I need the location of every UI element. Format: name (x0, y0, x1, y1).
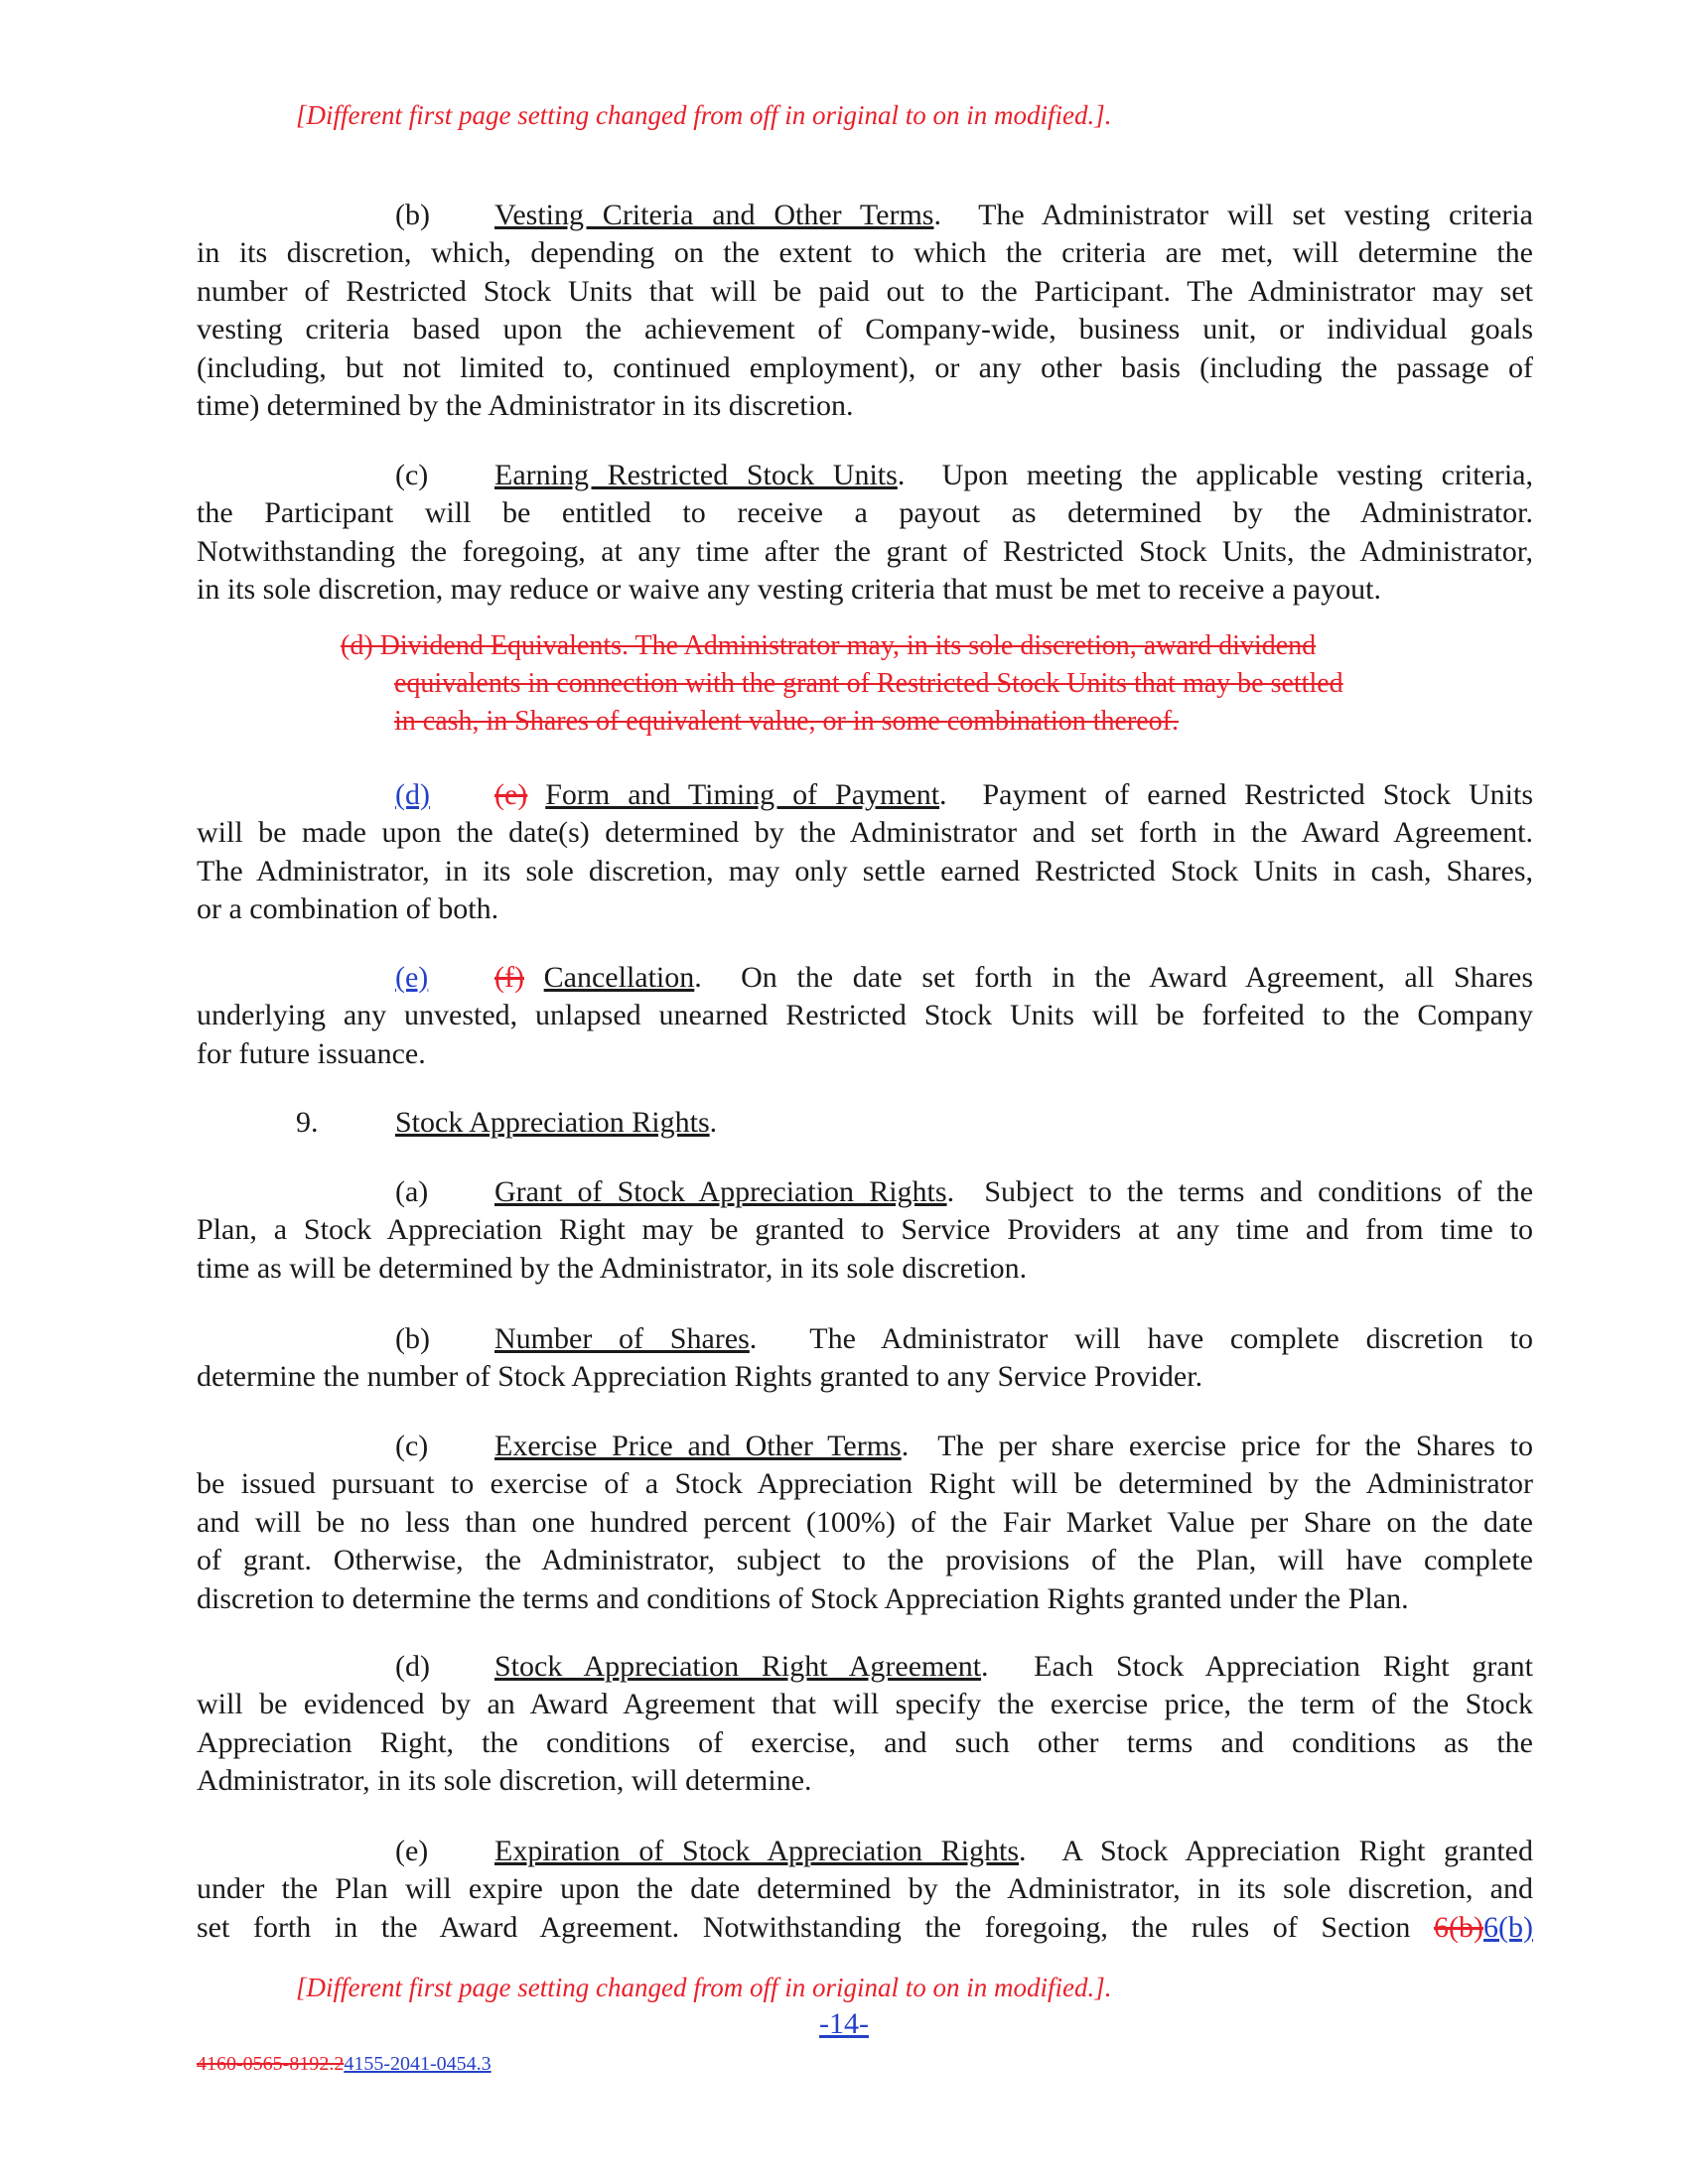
section-9e-title: Expiration of Stock Appreciation Rights (494, 1835, 1020, 1867)
header-change-note: [Different first page setting changed from off in original to on in modified.]. (296, 100, 1112, 130)
section-8d: (d) (e) Form and Timing of Payment. Payment of earned Restricted Stock Units will be made upon the date(s) determined by the Administrator and set forth in the Award Agreement. The Administrator, in its sole discretion, may only settle earned Restricted Stock Units in cash, Shares, or a combination of both. (197, 778, 1534, 926)
section-9b-title: Number of Shares (494, 1322, 750, 1355)
section-8e-title: Cancellation (543, 961, 695, 994)
section-8b: (b) Vesting Criteria and Other Terms. The Administrator will set vesting criteria in its discretion, which, depending on the extent to which the criteria are met, will determine the number of Restricted Stock Units that will be paid out to the Participant. The Administrator may set vesting criteria based upon the achievement of Company-wide, business unit, or individual goals (including, but not limited to, continued employment), or any other basis (including the passage of time) determined by the Administrator in its discretion. (197, 199, 1533, 423)
section-9-title: Stock Appreciation Rights (395, 1106, 710, 1139)
section-9c-title: Exercise Price and Other Terms (494, 1430, 902, 1462)
section-9d-title: Stock Appreciation Right Agreement (494, 1650, 982, 1683)
deleted-document-id: 4160-0565-8192.2 (197, 2053, 345, 2075)
footer-change-note: [Different first page setting changed from off in original to on in modified.]. (296, 1973, 1112, 2002)
inserted-document-id: 4155-2041-0454.3 (344, 2053, 492, 2075)
page-number: -14- (819, 2007, 869, 2040)
inserted-cross-reference[interactable]: 6(b) (1483, 1910, 1533, 1944)
deleted-cross-reference: 6(b) (1434, 1910, 1484, 1944)
deleted-dividend-equivalents: (d) Dividend Equivalents. The Administrator may, in its sole discretion, award dividend equivalents in connection with the grant of Restricted Stock Units that may be settled in cash, in Shares of equivalent value, or in some combination thereof. (341, 630, 1343, 737)
section-9b: (b) Number of Shares. The Administrator will have complete discretion to determine the number of Stock Appreciation Rights granted to any Service Provider. (197, 1322, 1534, 1394)
section-9-heading: 9. Stock Appreciation Rights. (296, 1106, 718, 1139)
section-8c: (c) Earning Restricted Stock Units. Upon meeting the applicable vesting criteria, the Participant will be entitled to receive a payout as determined by the Administrator. Notwithstanding the foregoing, at any time after the grant of Restricted Stock Units, the Administrator, in its sole discretion, may reduce or waive any vesting criteria that must be met to receive a payout. (197, 459, 1533, 607)
section-8d-title: Form and Timing of Payment (545, 778, 940, 811)
deleted-label: (f) (494, 961, 524, 994)
section-9e: (e) Expiration of Stock Appreciation Rights. A Stock Appreciation Right granted under the Plan will expire upon the date determined by the Administrator, in its sole discretion, and set forth in the Award Agreement. Notwithstanding the foregoing, the rules of Section 6(b)6(b) (197, 1835, 1533, 1944)
section-9d: (d) Stock Appreciation Right Agreement. Each Stock Appreciation Right grant will be evidenced by an Award Agreement that will specify the exercise price, the term of the Stock Appreciation Right, the conditions of exercise, and such other terms and conditions as the Administrator, in its sole discretion, will determine. (197, 1650, 1533, 1798)
section-9a: (a) Grant of Stock Appreciation Rights. Subject to the terms and conditions of the Plan, a Stock Appreciation Right may be granted to Service Providers at any time and from time to time as will be determined by the Administrator, in its sole discretion. (197, 1175, 1534, 1285)
section-9a-title: Grant of Stock Appreciation Rights (494, 1175, 947, 1208)
section-8e: (e) (f) Cancellation. On the date set forth in the Award Agreement, all Shares underlying any unvested, unlapsed unearned Restricted Stock Units will be forfeited to the Company for future issuance. (197, 961, 1534, 1070)
section-8b-title: Vesting Criteria and Other Terms (494, 199, 934, 231)
deleted-label: (e) (494, 778, 528, 811)
document-id (197, 2053, 492, 2076)
section-8c-title: Earning Restricted Stock Units (494, 459, 898, 491)
inserted-label: (e) (395, 961, 429, 994)
section-9c: (c) Exercise Price and Other Terms. The per share exercise price for the Shares to be issued pursuant to exercise of a Stock Appreciation Right will be determined by the Administrator and will be no less than one hundred percent (100%) of the Fair Market Value per Share on the date of grant. Otherwise, the Administrator, subject to the provisions of the Plan, will have complete discretion to determine the terms and conditions of Stock Appreciation Rights granted under the Plan. (197, 1430, 1533, 1615)
inserted-label: (d) (395, 778, 430, 811)
